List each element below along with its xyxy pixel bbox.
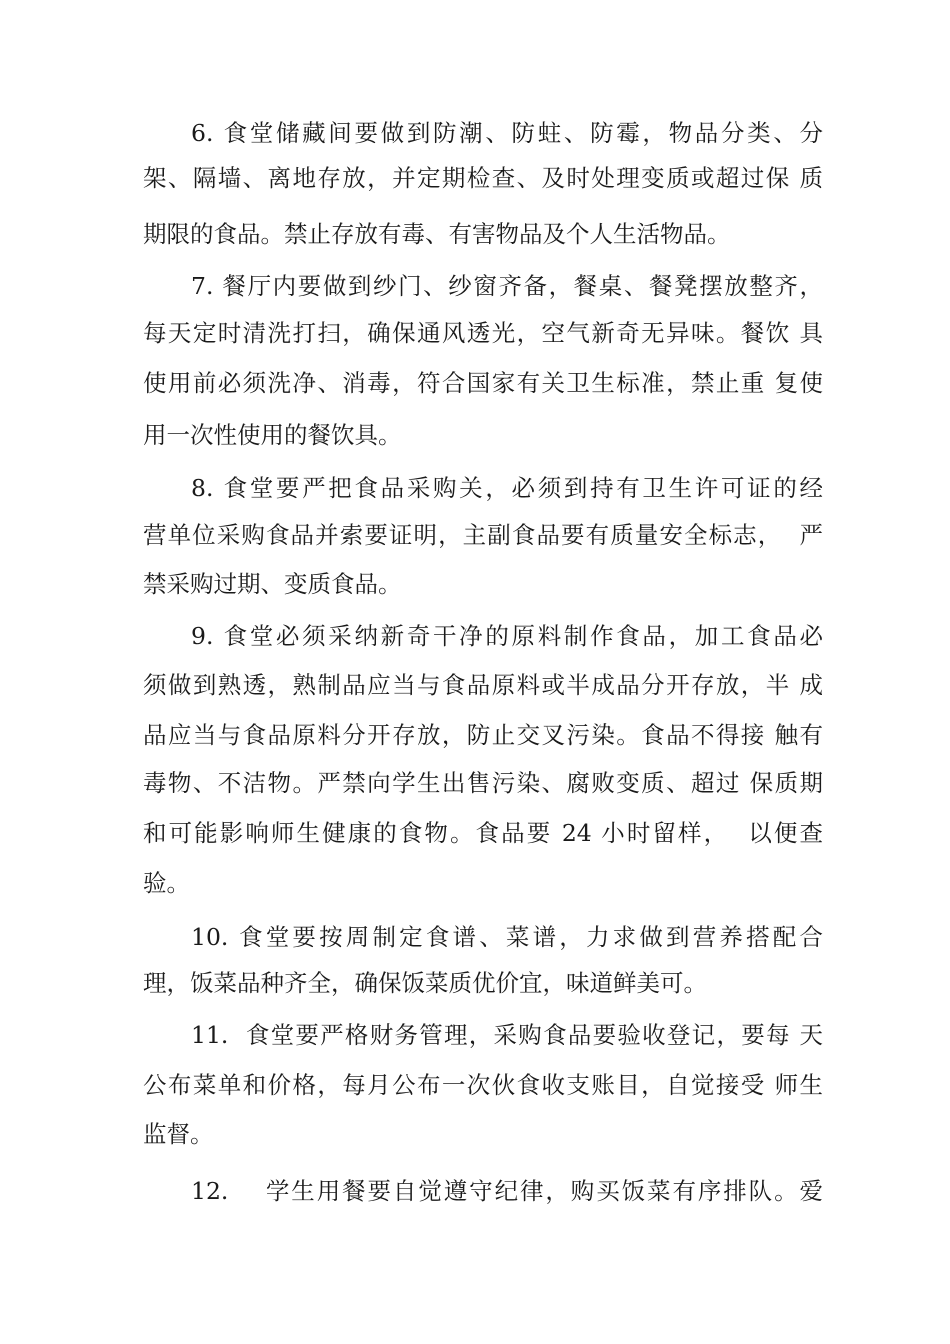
paragraph-8-line-3: 禁采购过期、变质食品。 <box>143 570 402 598</box>
paragraph-6-line-3: 期限的食品。禁止存放有毒、有害物品及个人生活物品。 <box>143 220 731 248</box>
paragraph-11-line-3: 监督。 <box>143 1120 214 1148</box>
paragraph-8-line-1: 8. 食堂要严把食品采购关，必须到持有卫生许可证的经 <box>191 474 823 502</box>
paragraph-11-line-2: 公布菜单和价格，每月公布一次伙食收支账目，自觉接受 师生 <box>143 1071 823 1099</box>
paragraph-7-line-3: 使用前必须洗净、消毒，符合国家有关卫生标准，禁止重 复使 <box>143 369 823 397</box>
paragraph-8-line-2: 营单位采购食品并索要证明，主副食品要有质量安全标志， 严 <box>143 521 823 549</box>
paragraph-9-line-6: 验。 <box>143 869 190 897</box>
paragraph-9-line-5: 和可能影响师生健康的食物。食品要 24 小时留样， 以便查 <box>143 819 823 847</box>
paragraph-9-line-2: 须做到熟透，熟制品应当与食品原料或半成品分开存放，半 成 <box>143 671 823 699</box>
paragraph-12-line-1: 12. 学生用餐要自觉遵守纪律，购买饭菜有序排队。爱 <box>191 1177 823 1205</box>
paragraph-9-line-3: 品应当与食品原料分开存放，防止交叉污染。食品不得接 触有 <box>143 721 823 749</box>
paragraph-9-line-1: 9. 食堂必须采纳新奇干净的原料制作食品，加工食品必 <box>191 622 823 650</box>
paragraph-11-line-1: 11. 食堂要严格财务管理，采购食品要验收登记，要每 天 <box>191 1021 823 1049</box>
paragraph-7-line-4: 用一次性使用的餐饮具。 <box>143 421 402 449</box>
paragraph-6-line-1: 6. 食堂储藏间要做到防潮、防蛀、防霉，物品分类、分 <box>191 119 823 147</box>
paragraph-9-line-4: 毒物、不洁物。严禁向学生出售污染、腐败变质、超过 保质期 <box>143 769 823 797</box>
paragraph-6-line-2: 架、隔墙、离地存放，并定期检查、及时处理变质或超过保 质 <box>143 164 823 192</box>
paragraph-10-line-2: 理，饭菜品种齐全，确保饭菜质优价宜，味道鲜美可。 <box>143 969 707 997</box>
paragraph-10-line-1: 10. 食堂要按周制定食谱、菜谱，力求做到营养搭配合 <box>191 923 823 951</box>
paragraph-7-line-1: 7. 餐厅内要做到纱门、纱窗齐备，餐桌、餐凳摆放整齐， <box>191 272 823 300</box>
paragraph-7-line-2: 每天定时清洗打扫，确保通风透光，空气新奇无异味。餐饮 具 <box>143 319 823 347</box>
